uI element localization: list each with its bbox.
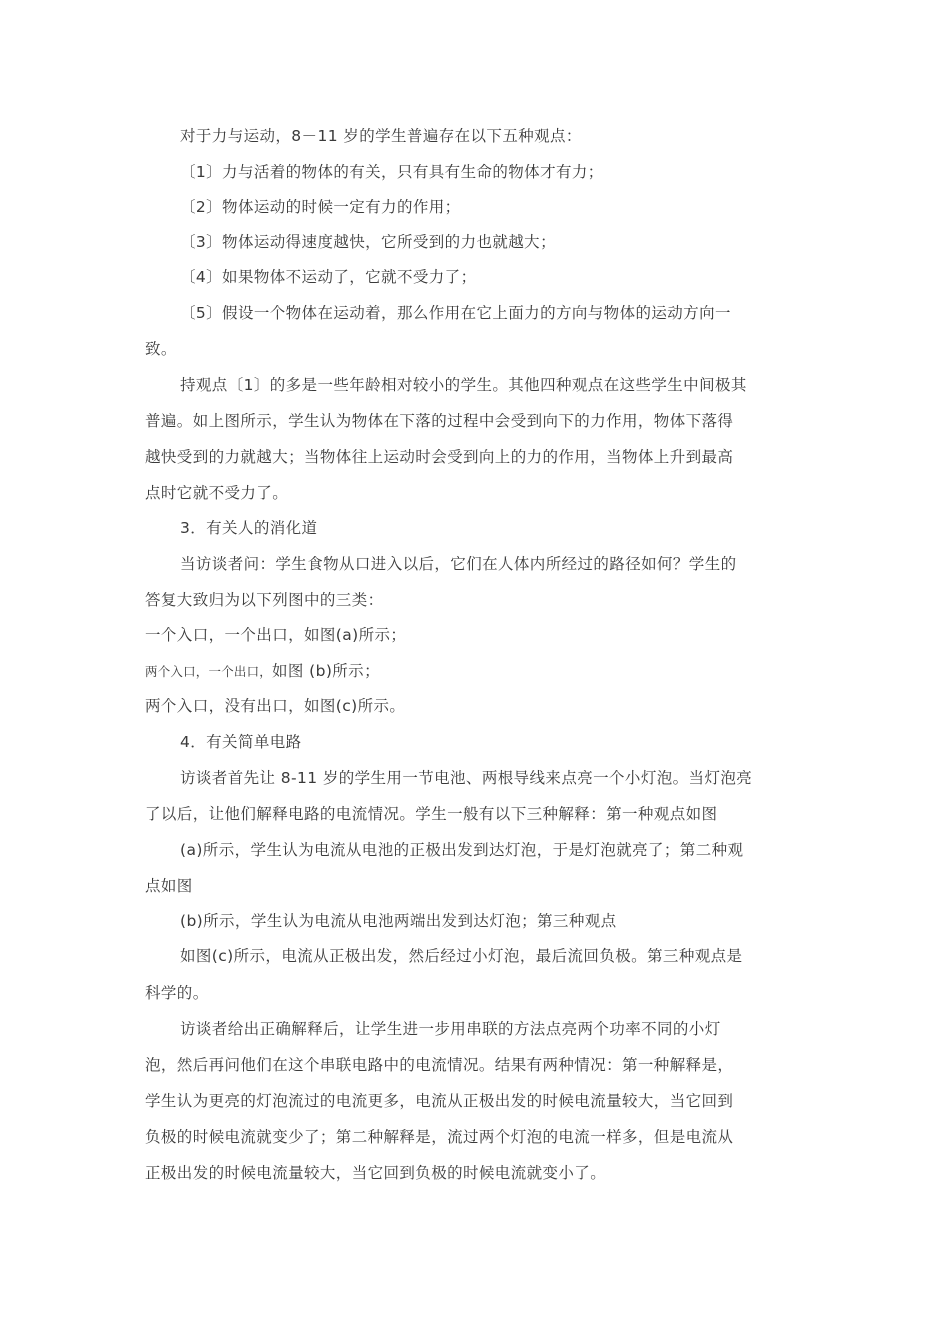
paragraph-line: 〔3〕物体运动得速度越快，它所受到的力也就越大； bbox=[180, 233, 556, 251]
paragraph-line: 如图(c)所示，电流从正极出发，然后经过小灯泡，最后流回负极。第三种观点是 bbox=[180, 947, 743, 965]
paragraph-line: 两个入口，没有出口，如图(c)所示。 bbox=[145, 697, 406, 715]
paragraph-line: (a)所示，学生认为电流从电池的正极出发到达灯泡，于是灯泡就亮了；第二种观 bbox=[180, 841, 744, 859]
normal-text-span: 如图 (b)所示； bbox=[272, 662, 380, 680]
paragraph-line: 答复大致归为以下列图中的三类： bbox=[145, 591, 384, 609]
paragraph-line: 负极的时候电流就变少了；第二种解释是，流过两个灯泡的电流一样多，但是电流从 bbox=[145, 1128, 734, 1146]
paragraph-line: 对于力与运动，8－11 岁的学生普遍存在以下五种观点： bbox=[180, 127, 582, 145]
paragraph-line bbox=[145, 661, 380, 682]
small-text-span: 两个入口，一个出口， bbox=[145, 664, 273, 679]
paragraph-line: 〔4〕如果物体不运动了，它就不受力了； bbox=[180, 268, 477, 286]
paragraph-line: 〔2〕物体运动的时候一定有力的作用； bbox=[180, 198, 461, 216]
paragraph-line: 访谈者首先让 8-11 岁的学生用一节电池、两根导线来点亮一个小灯泡。当灯泡亮 bbox=[180, 769, 753, 787]
section-heading: 3．有关人的消化道 bbox=[180, 519, 318, 537]
paragraph-line: 学生认为更亮的灯泡流过的电流更多，电流从正极出发的时候电流量较大，当它回到 bbox=[145, 1092, 734, 1110]
paragraph-line: 〔1〕力与活着的物体的有关，只有具有生命的物体才有力； bbox=[180, 163, 604, 181]
paragraph-line: 点如图 bbox=[145, 877, 193, 895]
paragraph-line: 科学的。 bbox=[145, 984, 209, 1002]
paragraph-line: 持观点〔1〕的多是一些年龄相对较小的学生。其他四种观点在这些学生中间极其 bbox=[180, 376, 747, 394]
paragraph-line: 正极出发的时候电流量较大，当它回到负极的时候电流就变小了。 bbox=[145, 1164, 607, 1182]
paragraph-line: 一个入口，一个出口，如图(a)所示； bbox=[145, 626, 407, 644]
paragraph-line: 〔5〕假设一个物体在运动着，那么作用在它上面力的方向与物体的运动方向一 bbox=[180, 304, 731, 322]
paragraph-line: 泡，然后再问他们在这个串联电路中的电流情况。结果有两种情况：第一种解释是， bbox=[145, 1056, 734, 1074]
paragraph-line: 点时它就不受力了。 bbox=[145, 484, 289, 502]
paragraph-line: 访谈者给出正确解释后，让学生进一步用串联的方法点亮两个功率不同的小灯 bbox=[180, 1020, 721, 1038]
section-heading: 4．有关简单电路 bbox=[180, 733, 302, 751]
paragraph-line: (b)所示，学生认为电流从电池两端出发到达灯泡；第三种观点 bbox=[180, 912, 617, 930]
paragraph-line: 越快受到的力就越大；当物体往上运动时会受到向上的力的作用，当物体上升到最高 bbox=[145, 448, 734, 466]
paragraph-line: 当访谈者问：学生食物从口进入以后，它们在人体内所经过的路径如何？学生的 bbox=[180, 555, 737, 573]
paragraph-line: 致。 bbox=[145, 340, 177, 358]
paragraph-line: 了以后，让他们解释电路的电流情况。学生一般有以下三种解释：第一种观点如图 bbox=[145, 805, 718, 823]
paragraph-line: 普遍。如上图所示，学生认为物体在下落的过程中会受到向下的力作用，物体下落得 bbox=[145, 412, 734, 430]
